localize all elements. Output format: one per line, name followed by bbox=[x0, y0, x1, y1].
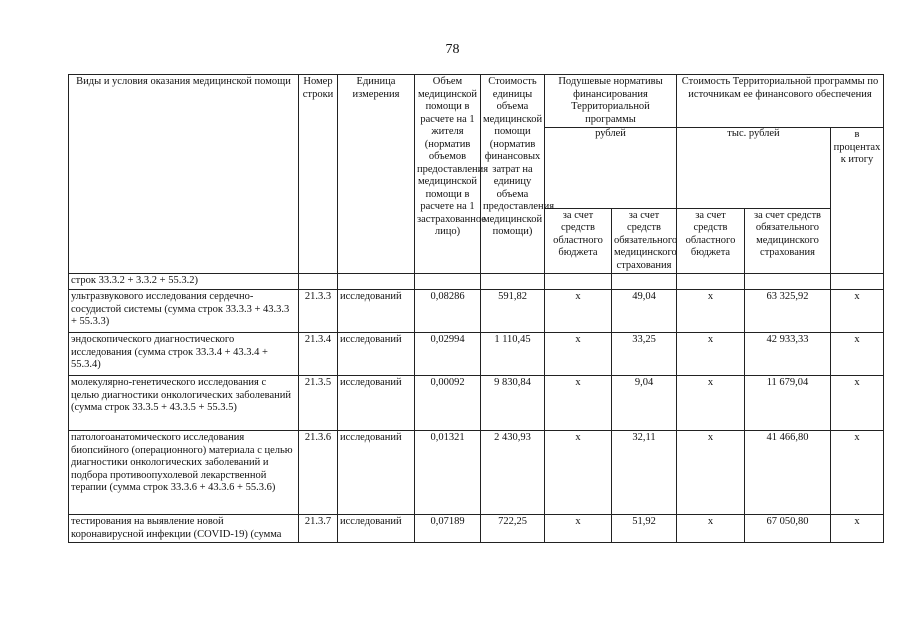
row-total-oms: 11 679,04 bbox=[745, 376, 831, 431]
row-volume: 0,08286 bbox=[415, 290, 481, 333]
header-service-type: Виды и условия оказания медицинской помощи bbox=[69, 75, 299, 274]
row-pc-budget: х bbox=[545, 515, 612, 543]
row-volume: 0,01321 bbox=[415, 431, 481, 515]
table-row bbox=[69, 333, 884, 376]
row-total-oms: 42 933,33 bbox=[745, 333, 831, 376]
row-description: патологоанатомического исследования биопсийного (операционного) материала с целью диагностики онкологических заболеваний и подбора противоопухолевой лекарственной терапии (сумма строк 33.3.6 + 43.3.6 + 55.3.6) bbox=[69, 431, 299, 515]
table-row bbox=[69, 431, 884, 515]
row-cost: 2 430,93 bbox=[481, 431, 545, 515]
header-per-capita-unit: рублей bbox=[545, 128, 677, 209]
row-percent: х bbox=[831, 333, 884, 376]
row-total-budget: х bbox=[677, 333, 745, 376]
page-number: 78 bbox=[445, 42, 460, 57]
table-row bbox=[69, 290, 884, 333]
header-total-cost-group: Стоимость Территориальной программы по источникам ее финансового обеспечения bbox=[677, 75, 884, 128]
row-description: ультразвукового исследования сердечно-сосудистой системы (сумма строк 33.3.3 + 43.3.3 + 55.3.3) bbox=[69, 290, 299, 333]
header-per-capita-budget: за счет средств областного бюджета bbox=[545, 208, 612, 274]
header-total-cost-unit: тыс. рублей bbox=[677, 128, 831, 209]
row-percent: х bbox=[831, 376, 884, 431]
row-pc-budget: х bbox=[545, 290, 612, 333]
header-per-capita-oms: за счет средств обязательного медицинского страхования bbox=[612, 208, 677, 274]
header-total-oms: за счет средств обязательного медицинского страхования bbox=[745, 208, 831, 274]
table-row-continuation bbox=[69, 274, 884, 290]
row-unit: исследований bbox=[338, 290, 415, 333]
row-volume: 0,07189 bbox=[415, 515, 481, 543]
row-unit: исследований bbox=[338, 515, 415, 543]
row-description: эндоскопического диагностического исследования (сумма строк 33.3.4 + 43.3.4 + 55.3.4) bbox=[69, 333, 299, 376]
row-pc-oms: 49,04 bbox=[612, 290, 677, 333]
row-pc-oms: 32,11 bbox=[612, 431, 677, 515]
row-cost: 9 830,84 bbox=[481, 376, 545, 431]
row-pc-budget: х bbox=[545, 431, 612, 515]
row-total-budget: х bbox=[677, 376, 745, 431]
row-volume: 0,02994 bbox=[415, 333, 481, 376]
header-total-budget: за счет средств областного бюджета bbox=[677, 208, 745, 274]
row-unit: исследований bbox=[338, 431, 415, 515]
row-percent: х bbox=[831, 431, 884, 515]
row-total-budget: х bbox=[677, 431, 745, 515]
row-volume: 0,00092 bbox=[415, 376, 481, 431]
row-description: тестирования на выявление новой коронавирусной инфекции (COVID-19) (сумма bbox=[69, 515, 299, 543]
row-total-oms: 41 466,80 bbox=[745, 431, 831, 515]
financing-table bbox=[68, 74, 884, 543]
header-unit: Единица измерения bbox=[338, 75, 415, 274]
header-line-number: Номер строки bbox=[299, 75, 338, 274]
row-pc-oms: 33,25 bbox=[612, 333, 677, 376]
header-percent: в процентах к итогу bbox=[831, 128, 884, 274]
header-per-capita-group: Подушевые нормативы финансирования Территориальной программы bbox=[545, 75, 677, 128]
row-pc-oms: 9,04 bbox=[612, 376, 677, 431]
row-pc-oms: 51,92 bbox=[612, 515, 677, 543]
table-row bbox=[69, 376, 884, 431]
row-line-number: 21.3.7 bbox=[299, 515, 338, 543]
row-total-budget: х bbox=[677, 515, 745, 543]
header-volume: Объем медицинской помощи в расчете на 1 жителя (норматив объемов предоставления медицинской помощи в расчете на 1 застрахованное лицо) bbox=[415, 75, 481, 274]
row-percent: х bbox=[831, 515, 884, 543]
row-line-number: 21.3.4 bbox=[299, 333, 338, 376]
row-cost: 591,82 bbox=[481, 290, 545, 333]
row-line-number: 21.3.5 bbox=[299, 376, 338, 431]
row-cost: 722,25 bbox=[481, 515, 545, 543]
row-line-number: 21.3.6 bbox=[299, 431, 338, 515]
row-unit: исследований bbox=[338, 376, 415, 431]
row-cost: 1 110,45 bbox=[481, 333, 545, 376]
row-line-number: 21.3.3 bbox=[299, 290, 338, 333]
row-total-oms: 63 325,92 bbox=[745, 290, 831, 333]
header-unit-cost: Стоимость единицы объема медицинской помощи (норматив финансовых затрат на единицу объема предоставления медицинской помощи) bbox=[481, 75, 545, 274]
row-total-budget: х bbox=[677, 290, 745, 333]
row-unit: исследований bbox=[338, 333, 415, 376]
table-row bbox=[69, 515, 884, 543]
row-description: молекулярно-генетического исследования с целью диагностики онкологических заболеваний (сумма строк 33.3.5 + 43.3.5 + 55.3.5) bbox=[69, 376, 299, 431]
row-percent: х bbox=[831, 290, 884, 333]
row-total-oms: 67 050,80 bbox=[745, 515, 831, 543]
row-pc-budget: х bbox=[545, 376, 612, 431]
row-pc-budget: х bbox=[545, 333, 612, 376]
continuation-text: строк 33.3.2 + 3.3.2 + 55.3.2) bbox=[69, 274, 299, 290]
